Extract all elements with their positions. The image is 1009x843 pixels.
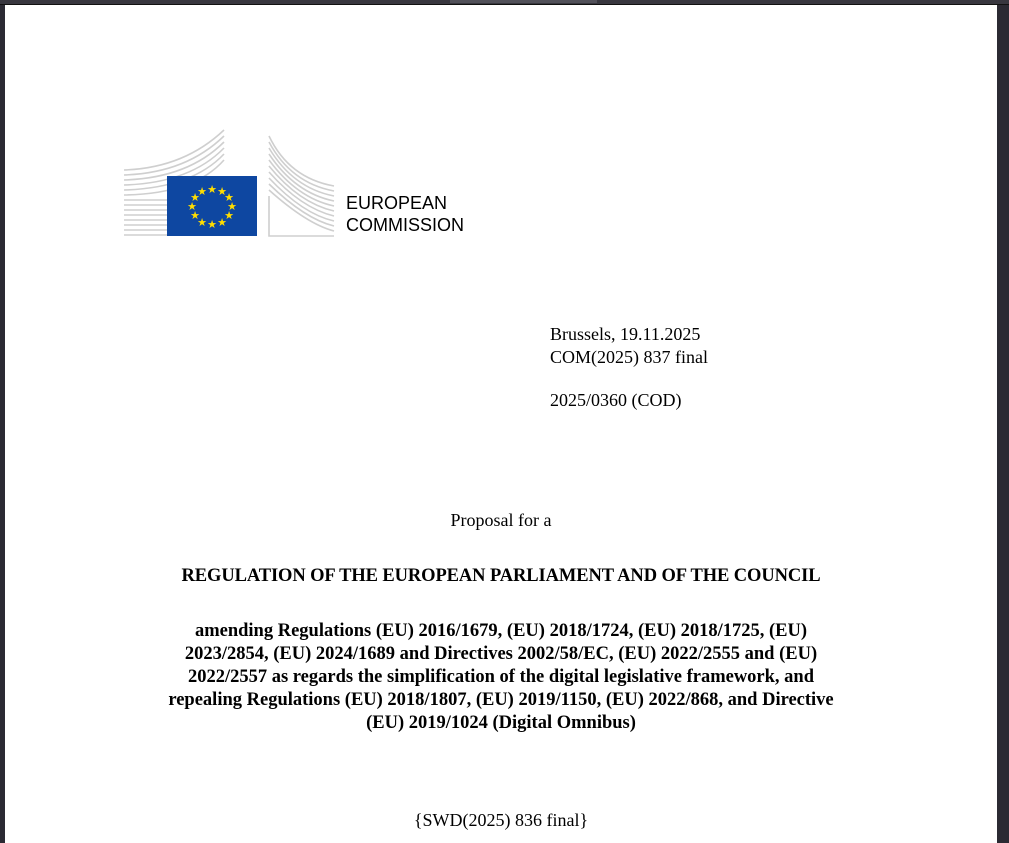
subtitle-line: repealing Regulations (EU) 2018/1807, (EU) 2019/1150, (EU) 2022/868, and Directive xyxy=(168,690,834,710)
subtitle-line: 2022/2557 as regards the simplification of the digital legislative framework, and xyxy=(187,667,815,687)
com-reference: COM(2025) 837 final xyxy=(550,347,708,367)
vertical-scrollbar[interactable] xyxy=(997,5,1009,843)
svg-text:★: ★ xyxy=(217,216,227,229)
building-right-icon xyxy=(269,136,334,236)
place-date: Brussels, 19.11.2025 xyxy=(550,324,701,344)
svg-text:★: ★ xyxy=(207,218,217,231)
document-title: REGULATION OF THE EUROPEAN PARLIAMENT AND OF THE COUNCIL xyxy=(181,566,821,586)
logo-line-european: EUROPEAN xyxy=(346,193,448,213)
svg-text:★: ★ xyxy=(227,200,237,213)
document-subtitle xyxy=(5,620,997,735)
svg-text:★: ★ xyxy=(190,191,200,204)
svg-text:★: ★ xyxy=(197,216,207,229)
logo-text xyxy=(346,192,464,236)
svg-text:★: ★ xyxy=(190,209,200,222)
svg-text:★: ★ xyxy=(224,209,234,222)
logo-line-commission: COMMISSION xyxy=(346,215,465,235)
document-page xyxy=(5,5,997,843)
svg-text:★: ★ xyxy=(197,185,207,198)
swd-reference: {SWD(2025) 836 final} xyxy=(413,810,589,830)
horizontal-scrollbar-thumb[interactable] xyxy=(450,0,597,3)
svg-text:★: ★ xyxy=(217,185,227,198)
procedure-number: 2025/0360 (COD) xyxy=(550,390,682,410)
proposal-label: Proposal for a xyxy=(450,510,552,530)
svg-text:★: ★ xyxy=(187,200,197,213)
svg-text:★: ★ xyxy=(224,191,234,204)
svg-text:★: ★ xyxy=(207,183,217,196)
subtitle-line: 2023/2854, (EU) 2024/1689 and Directives 2002/58/EC, (EU) 2022/2555 and (EU) xyxy=(184,644,818,664)
subtitle-line: amending Regulations (EU) 2016/1679, (EU) 2018/1724, (EU) 2018/1725, (EU) xyxy=(194,621,808,641)
subtitle-line: (EU) 2019/1024 (Digital Omnibus) xyxy=(366,713,636,733)
document-meta xyxy=(550,323,708,412)
